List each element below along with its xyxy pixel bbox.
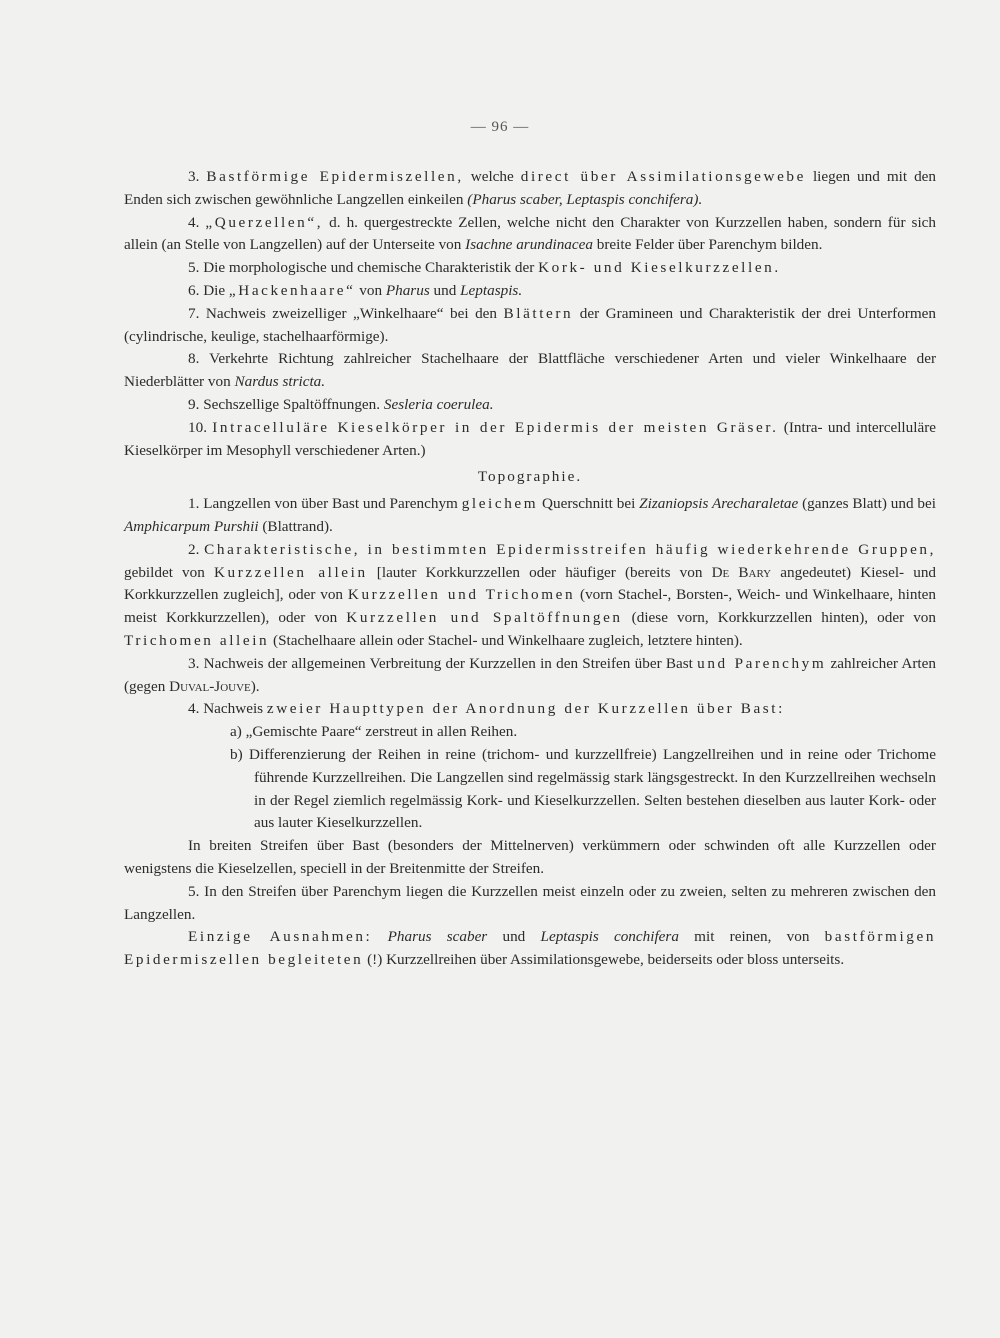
- body-text: Nachweis zweizelliger „Winkelhaare“ bei den: [199, 304, 504, 322]
- body-text: angedeutet) Kiesel- und Korkkurzzellen zugleich], oder von: [124, 563, 937, 604]
- topography-4: [124, 698, 936, 721]
- italic-text: Leptaspis.: [460, 281, 523, 299]
- body-text: und: [429, 281, 461, 299]
- body-text: d. h. quergestreckte Zellen, welche nicht den Charakter von Kurzzellen haben, sondern für sich allein (an Stelle von Langzellen) auf der Unterseite von: [124, 213, 937, 254]
- spaced-text: „Querzellen“,: [205, 213, 324, 231]
- spaced-text: Intracelluläre Kieselkörper in der Epidermis der meisten Gräser.: [212, 418, 779, 436]
- body-text: [lauter Korkkurzzellen oder häufiger (bereits von: [367, 563, 712, 581]
- spaced-text: Charakteristische, in bestimmten Epidermisstreifen häufig wiederkehrende Gruppen,: [204, 540, 937, 558]
- italic-text: Nardus stricta.: [234, 373, 326, 391]
- spaced-text: Kurzzellen allein: [213, 563, 368, 581]
- item-number: 2.: [188, 540, 200, 558]
- body-text: Langzellen von über Bast und Parenchym: [199, 495, 462, 513]
- small-caps-text: Duval-Jouve: [169, 677, 251, 695]
- body-text: und: [487, 928, 541, 946]
- body-text: Die morphologische und chemische Charakteristik der: [199, 259, 539, 277]
- paragraph-4: [124, 212, 936, 258]
- spaced-text: Kork- und Kieselkurzzellen.: [538, 259, 781, 277]
- body-text: (ganzes Blatt) und bei: [798, 495, 936, 513]
- italic-text: Leptaspis conchifera: [540, 928, 679, 946]
- topography-3: [124, 653, 936, 699]
- topography-4a: a) „Gemischte Paare“ zerstreut in allen Reihen.: [230, 723, 518, 741]
- body-text: Die: [199, 281, 229, 299]
- body-text: mit reinen, von: [678, 928, 825, 946]
- paragraph-8: [124, 348, 936, 394]
- italic-text: (Pharus scaber, Leptaspis conchifera).: [467, 190, 703, 208]
- spaced-text: „Hackenhaare“: [228, 281, 356, 299]
- body-text: von: [355, 281, 386, 299]
- paragraph-10: [124, 417, 936, 463]
- spaced-text: direct über Assimilationsgewebe: [520, 168, 806, 185]
- spaced-text: Kurzzellen und Trichomen: [347, 586, 576, 604]
- topography-4b: b) Differenzierung der Reihen in reine (trichom- und kurzzellfreie) Langzellreihen und in reine oder Trichome führende Kurzzellreihen. Die Langzellen sind regelmässig stark längsgestreckt. In den Kurzzellreihen wechseln in der Regel ziemlich regelmässig Kork- und Kieselkurzzellen. Selten bestehen dieselben aus lauter Kork- oder aus lauter Kieselkurzzellen.: [230, 745, 936, 832]
- section-heading: Topographie.: [477, 468, 583, 486]
- body-text: breite Felder über Parenchym bilden.: [592, 236, 823, 254]
- item-number: 10.: [188, 418, 207, 436]
- paragraph-6: [124, 280, 936, 303]
- body-text: ).: [250, 677, 260, 695]
- spaced-text: Einzige Ausnahmen:: [188, 928, 373, 946]
- item-number: 8.: [188, 350, 200, 368]
- italic-text: Sesleria coerulea.: [383, 395, 494, 413]
- body-text: (Blattrand).: [258, 517, 333, 535]
- page-number: — 96 —: [470, 119, 530, 135]
- body-text: Verkehrte Richtung zahlreicher Stachelhaare der Blattfläche verschiedener Arten und vieler Winkelhaare der Niederblätter von: [124, 350, 936, 391]
- italic-text: Zizaniopsis Arecharaletae: [639, 495, 799, 513]
- item-number: 7.: [188, 304, 200, 322]
- topography-4-note: In breiten Streifen über Bast (besonders der Mittelnerven) verkümmern oder schwinden oft alle Kurzzellen oder wenigstens die Kieselzellen, speciell in der Breitenmitte der Streifen.: [124, 837, 936, 877]
- spaced-text: gleichem: [461, 495, 539, 513]
- paragraph-7: [124, 303, 936, 349]
- topography-5: 5. In den Streifen über Parenchym liegen die Kurzzellen meist einzeln oder zu zweien, selten zu mehreren zwischen den Langzellen.: [124, 882, 936, 923]
- body-text: (Intra- und intercelluläre Kieselkörper im Mesophyll verschiedener Arten.): [124, 418, 936, 459]
- body-text: (Stachelhaare allein oder Stachel- und Winkelhaare zugleich, letztere hinten).: [269, 631, 743, 649]
- spaced-text: Kurzzellen und Spaltöffnungen: [346, 609, 623, 627]
- item-number: 3.: [188, 168, 200, 185]
- italic-text: Pharus scaber: [387, 928, 488, 946]
- body-text: Sechszellige Spaltöffnungen.: [199, 395, 384, 413]
- spaced-text: Bastförmige Epidermiszellen,: [206, 168, 464, 185]
- paragraph-3: [124, 166, 936, 212]
- item-number: 4.: [188, 700, 200, 718]
- topography-1: [124, 493, 936, 539]
- italic-text: Pharus: [385, 281, 430, 299]
- body-text: Querschnitt bei: [538, 495, 640, 513]
- body-text: welche: [463, 168, 521, 185]
- spaced-text: und Parenchym: [697, 654, 827, 672]
- paragraph-9: [124, 394, 936, 417]
- body-text: (vorn Stachel-, Borsten-, Weich- und Winkelhaare, hinten meist Korkkurzzellen), oder von: [124, 586, 937, 627]
- body-text: Nachweis der allgemeinen Verbreitung der Kurzzellen in den Streifen über Bast: [199, 654, 698, 672]
- body-text: Nachweis: [199, 700, 267, 718]
- body-text: der Gramineen und Charakteristik der drei Unterformen (cylindrische, keulige, stachelhaarförmige).: [124, 304, 936, 345]
- topography-2: [124, 539, 936, 653]
- item-number: 9.: [188, 395, 200, 413]
- spaced-text: bastförmigen Epidermiszellen begleiteten: [124, 928, 937, 969]
- body-text: zahlreicher Arten (gegen: [124, 654, 936, 695]
- body-text: liegen und mit den Enden sich zwischen gewöhnliche Langzellen einkeilen: [124, 168, 937, 208]
- item-number: 4.: [188, 213, 200, 231]
- paragraph-5: [124, 257, 936, 280]
- topography-exceptions: [124, 926, 936, 972]
- item-number: 6.: [188, 281, 200, 299]
- spaced-text: zweier Haupttypen der Anordnung der Kurzzellen über Bast:: [266, 700, 785, 718]
- spaced-text: Blättern: [503, 304, 574, 322]
- small-caps-text: De Bary: [711, 563, 772, 581]
- item-number: 3.: [188, 654, 200, 672]
- body-text: gebildet von: [124, 563, 214, 581]
- body-text: (!) Kurzzellreihen über Assimilationsgewebe, beiderseits oder bloss unterseits.: [363, 951, 845, 969]
- document-body: [124, 166, 936, 972]
- italic-text: Isachne arundinacea: [465, 236, 593, 254]
- body-text: (diese vorn, Korkkurzzellen hinten), oder von: [622, 609, 936, 627]
- spaced-text: Trichomen allein: [124, 631, 270, 649]
- item-number: 1.: [188, 495, 200, 513]
- italic-text: Amphicarpum Purshii: [124, 517, 259, 535]
- item-number: 5.: [188, 259, 200, 277]
